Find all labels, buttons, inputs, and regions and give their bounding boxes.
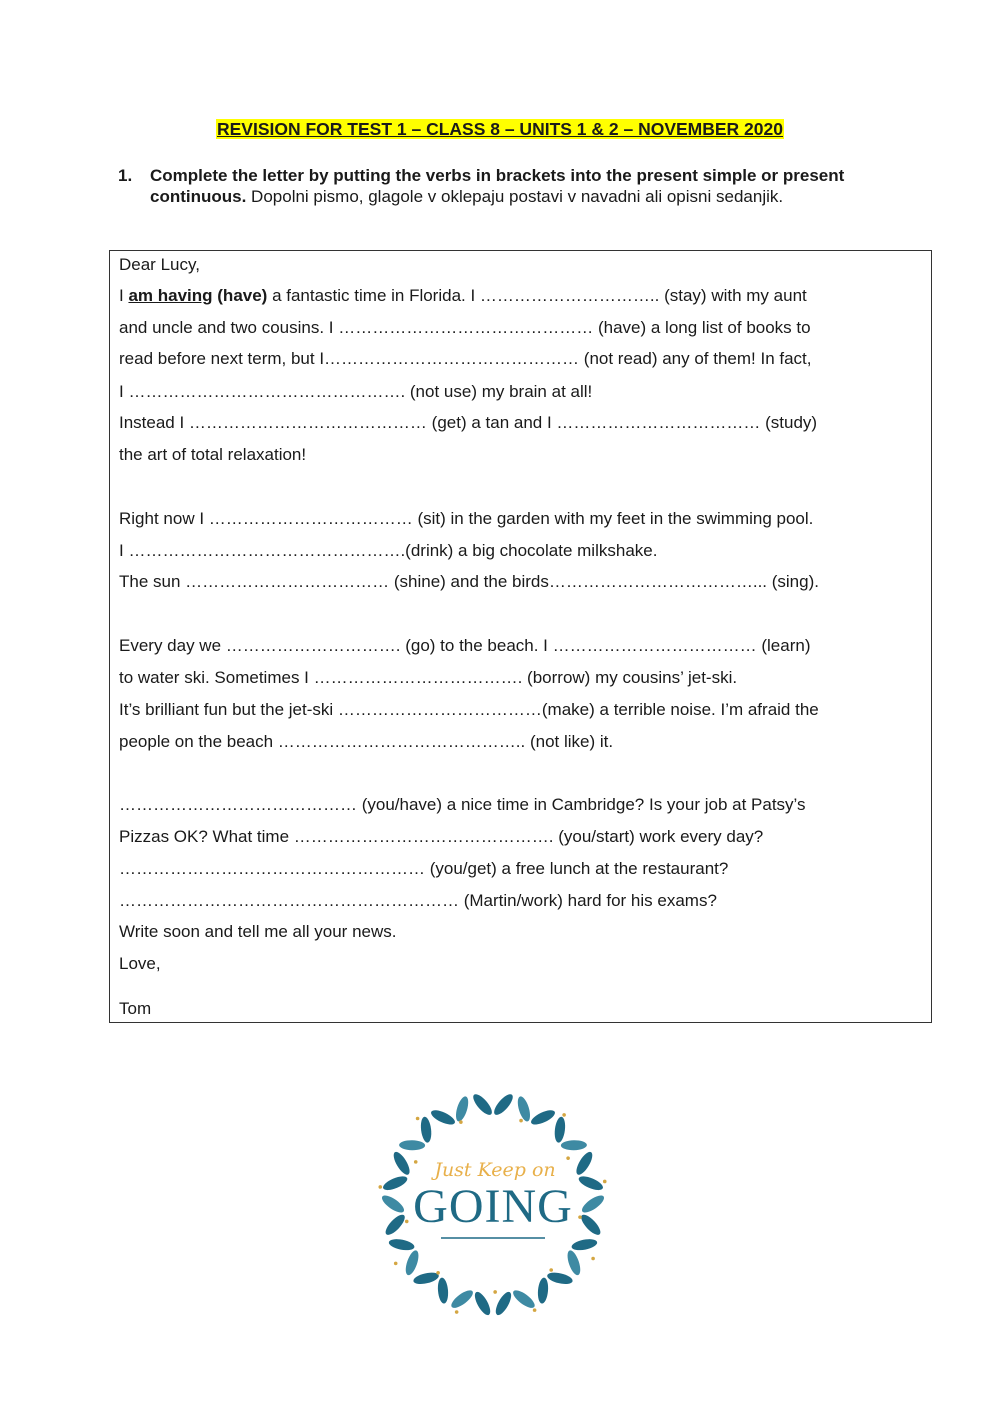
- leaf-icon: [381, 1174, 409, 1193]
- instruction-text: [150, 165, 858, 207]
- gold-dot-icon: [414, 1160, 418, 1164]
- leaf-icon: [537, 1277, 549, 1304]
- letter-line-1: [119, 286, 807, 306]
- wreath-logo: [373, 1092, 613, 1322]
- letter-line-10: Every day we …………………………. (go) to the beach. I ……………………………… (learn): [119, 636, 811, 655]
- letter-greeting: Dear Lucy,: [119, 255, 200, 274]
- letter-line-14: …………………………………… (you/have) a nice time in Cambridge? Is your job at Patsy’s: [119, 795, 806, 814]
- leaf-icon: [449, 1287, 476, 1311]
- leaf-icon: [546, 1271, 574, 1287]
- leaf-icon: [379, 1192, 406, 1215]
- line1-pre: I: [119, 286, 129, 305]
- exercise-instruction: [118, 165, 858, 207]
- letter-box: [109, 250, 932, 1023]
- leaf-icon: [391, 1150, 413, 1177]
- leaf-icon: [429, 1107, 457, 1127]
- letter-line-13: people on the beach …………………………………….. (not like) it.: [119, 732, 614, 751]
- letter-signature: Tom: [119, 999, 152, 1018]
- logo-main-text: GOING: [413, 1180, 573, 1233]
- gold-dot-icon: [562, 1113, 566, 1117]
- gold-dot-icon: [394, 1262, 398, 1266]
- gold-dot-icon: [436, 1271, 440, 1275]
- wreath-logo-svg: [373, 1092, 613, 1322]
- letter-line-17: …………………………………………………… (Martin/work) hard for his exams?: [119, 891, 717, 910]
- letter-closing: Love,: [119, 954, 161, 973]
- instruction-translation: Dopolni pismo, glagole v oklepaju postavi v navadni ali opisni sedanjik.: [246, 187, 784, 206]
- leaf-icon: [561, 1140, 587, 1150]
- leaf-icon: [437, 1277, 449, 1304]
- letter-line-12: It’s brilliant fun but the jet-ski ………………………………(make) a terrible noise. I’m afraid the: [119, 700, 819, 719]
- gold-dot-icon: [378, 1185, 382, 1189]
- gold-dot-icon: [459, 1120, 463, 1124]
- example-verb: (have): [212, 286, 268, 305]
- letter-line-3: read before next term, but I……………………………………… (not read) any of them! In fact,: [119, 349, 812, 368]
- leaf-icon: [472, 1290, 493, 1318]
- leaf-icon: [420, 1116, 433, 1143]
- letter-line-6: the art of total relaxation!: [119, 445, 307, 464]
- gold-dot-icon: [591, 1257, 595, 1261]
- gold-dot-icon: [405, 1220, 409, 1224]
- leaf-icon: [412, 1271, 440, 1287]
- leaf-icon: [493, 1290, 514, 1318]
- leaf-icon: [403, 1249, 421, 1277]
- letter-line-5: Instead I …………………………………… (get) a tan and I ……………………………… (study): [119, 413, 818, 432]
- letter-line-16: ……………………………………………… (you/get) a free lunch at the restaurant?: [119, 859, 729, 878]
- gold-dot-icon: [493, 1290, 497, 1294]
- leaf-icon: [577, 1174, 605, 1193]
- gold-dot-icon: [519, 1119, 523, 1123]
- leaf-icon: [383, 1212, 408, 1238]
- gold-dot-icon: [533, 1308, 537, 1312]
- exercise-number: 1.: [118, 166, 133, 185]
- logo-script-text: Just Keep on: [434, 1159, 556, 1181]
- leaf-icon: [515, 1095, 532, 1123]
- gold-dot-icon: [455, 1310, 459, 1314]
- letter-line-9: The sun ……………………………… (shine) and the birds………………………………... (sing).: [119, 572, 819, 591]
- instruction-bold: Complete the letter by putting the verbs in brackets into the present simple or present continuous.: [150, 166, 845, 206]
- leaf-icon: [579, 1192, 606, 1215]
- leaf-icon: [553, 1116, 566, 1143]
- leaf-icon: [511, 1287, 538, 1311]
- letter-line-2: and uncle and two cousins. I ……………………………………… (have) a long list of books to: [119, 318, 811, 337]
- gold-dot-icon: [578, 1215, 582, 1219]
- letter-line-4: I …………………………………………. (not use) my brain at all!: [119, 382, 593, 401]
- gold-dot-icon: [603, 1180, 607, 1184]
- letter-line-15: Pizzas OK? What time ………………………………………. (you/start) work every day?: [119, 827, 764, 846]
- title-text: REVISION FOR TEST 1 – CLASS 8 – UNITS 1 & 2 – NOVEMBER 2020: [217, 119, 783, 139]
- leaf-icon: [388, 1237, 415, 1252]
- leaf-icon: [578, 1212, 603, 1238]
- leaf-icon: [491, 1092, 516, 1118]
- gold-dot-icon: [549, 1268, 553, 1272]
- leaf-icon: [454, 1095, 471, 1123]
- line1-post: a fantastic time in Florida. I ………………………….. (stay) with my aunt: [267, 286, 807, 305]
- page-title: [0, 119, 1000, 140]
- letter-line-7: Right now I ……………………………… (sit) in the garden with my feet in the swimming pool.: [119, 509, 814, 528]
- example-answer: am having: [128, 286, 213, 305]
- leaf-icon: [470, 1092, 495, 1118]
- letter-line-8: I ………………………………………….(drink) a big chocolate milkshake.: [119, 541, 658, 560]
- letter-line-11: to water ski. Sometimes I ………………………………. (borrow) my cousins’ jet-ski.: [119, 668, 738, 687]
- leaf-icon: [399, 1140, 425, 1150]
- leaf-icon: [565, 1249, 583, 1277]
- leaf-icon: [571, 1237, 598, 1252]
- gold-dot-icon: [416, 1117, 420, 1121]
- leaf-icon: [573, 1150, 595, 1177]
- gold-dot-icon: [566, 1156, 570, 1160]
- leaf-icon: [529, 1107, 557, 1127]
- letter-line-18: Write soon and tell me all your news.: [119, 922, 397, 941]
